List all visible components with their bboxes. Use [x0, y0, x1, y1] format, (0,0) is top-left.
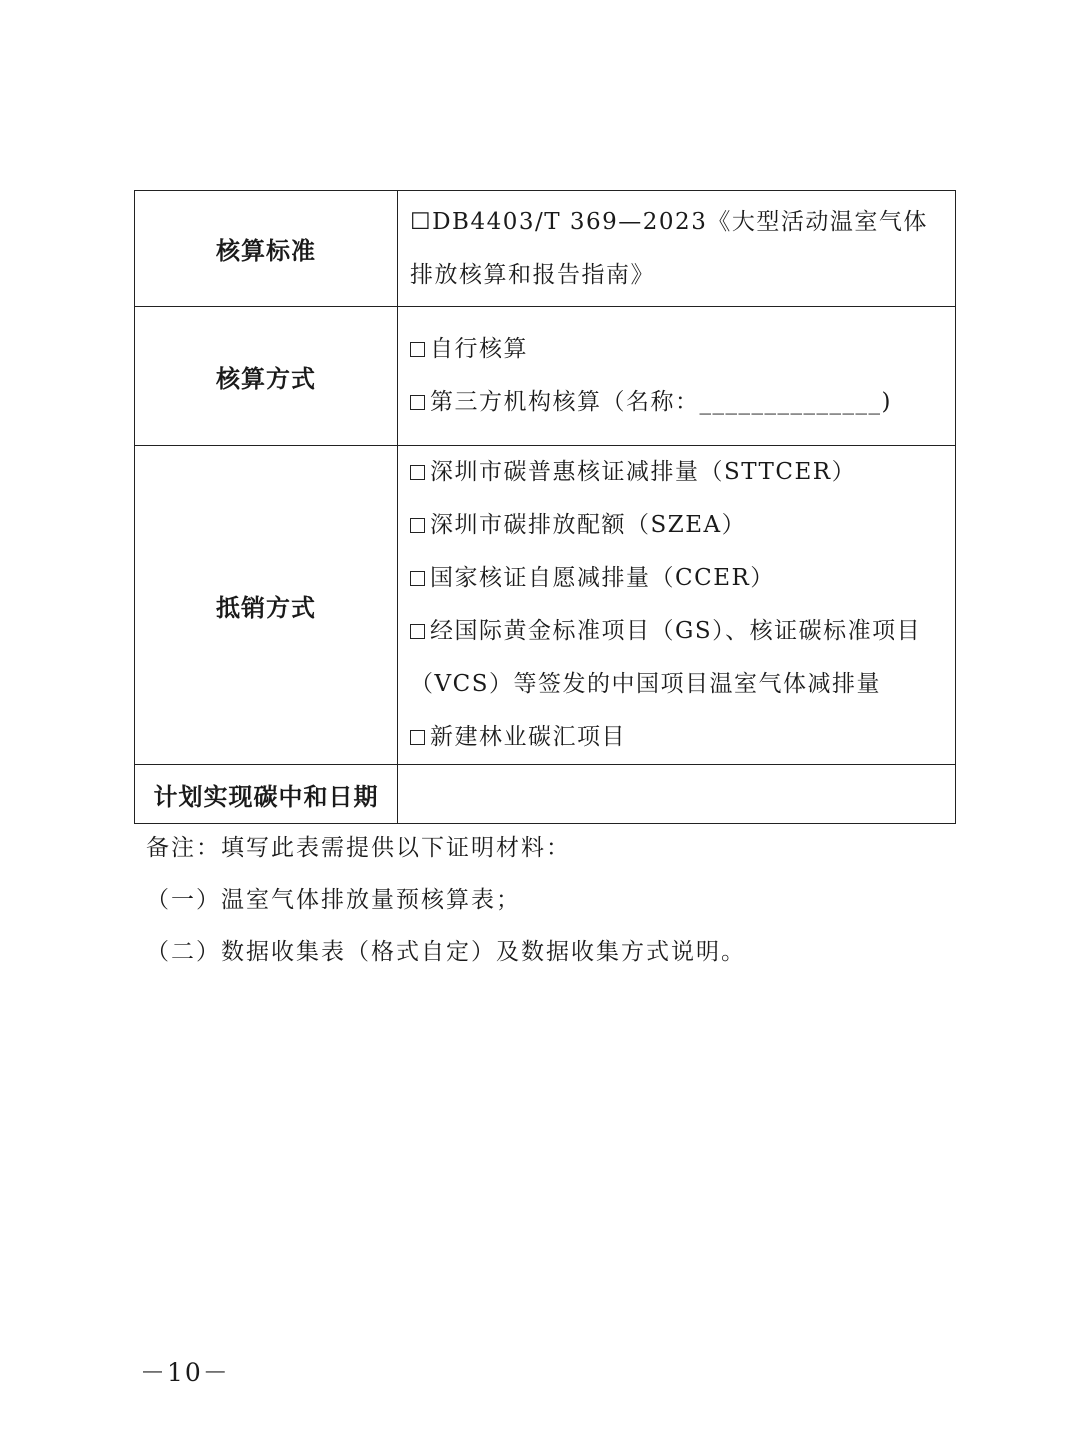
method-option-self [410, 323, 947, 376]
checkbox-szea[interactable] [410, 518, 425, 533]
method-option-self-label: 自行核算 [430, 336, 528, 362]
offset-option-sttcer-label: 深圳市碳普惠核证减排量（STTCER） [430, 459, 857, 485]
offset-option-forestry-label: 新建林业碳汇项目 [430, 724, 626, 750]
label-offset-method: 抵销方式 [135, 446, 398, 765]
carbon-neutral-form-table [134, 190, 956, 824]
checkbox-forestry[interactable] [410, 730, 425, 745]
offset-option-szea-label: 深圳市碳排放配额（SZEA） [430, 512, 747, 538]
row-accounting-method [135, 307, 956, 446]
offset-option-gs-vcs-continued: （VCS）等签发的中国项目温室气体减排量 [410, 671, 881, 697]
notes-section [146, 822, 966, 978]
note-item-1: （一）温室气体排放量预核算表； [146, 887, 521, 913]
value-offset-method [398, 446, 956, 765]
value-accounting-method [398, 307, 956, 446]
value-accounting-standard [398, 191, 956, 307]
method-option-third-party [410, 376, 947, 429]
checkbox-third-party-accounting[interactable] [410, 395, 425, 410]
note-heading: 备注：填写此表需提供以下证明材料： [146, 835, 571, 861]
row-offset-method [135, 446, 956, 765]
neutral-date-field[interactable] [398, 765, 956, 824]
checkbox-self-accounting[interactable] [410, 342, 425, 357]
offset-option-ccer [410, 552, 947, 605]
label-accounting-standard: 核算标准 [135, 191, 398, 307]
note-item-2: （二）数据收集表（格式自定）及数据收集方式说明。 [146, 939, 746, 965]
row-neutral-date [135, 765, 956, 824]
offset-option-gs-vcs-label: 经国际黄金标准项目（GS）、核证碳标准项目 [430, 618, 922, 644]
checkbox-gs-vcs[interactable] [410, 624, 425, 639]
checkbox-sttcer[interactable] [410, 465, 425, 480]
offset-option-gs-vcs [410, 605, 947, 658]
method-option-third-party-label: 第三方机构核算（名称：______________) [430, 389, 892, 415]
offset-option-forestry [410, 711, 947, 764]
row-accounting-standard [135, 191, 956, 307]
offset-option-szea [410, 499, 947, 552]
offset-option-sttcer [410, 446, 947, 499]
page-number: －10－ [140, 1358, 230, 1387]
standard-option: ☐DB4403/T 369—2023《大型活动温室气体排放核算和报告指南》 [410, 208, 928, 288]
label-neutral-date: 计划实现碳中和日期 [135, 765, 398, 824]
checkbox-ccer[interactable] [410, 571, 425, 586]
offset-option-ccer-label: 国家核证自愿减排量（CCER） [430, 565, 775, 591]
label-accounting-method: 核算方式 [135, 307, 398, 446]
